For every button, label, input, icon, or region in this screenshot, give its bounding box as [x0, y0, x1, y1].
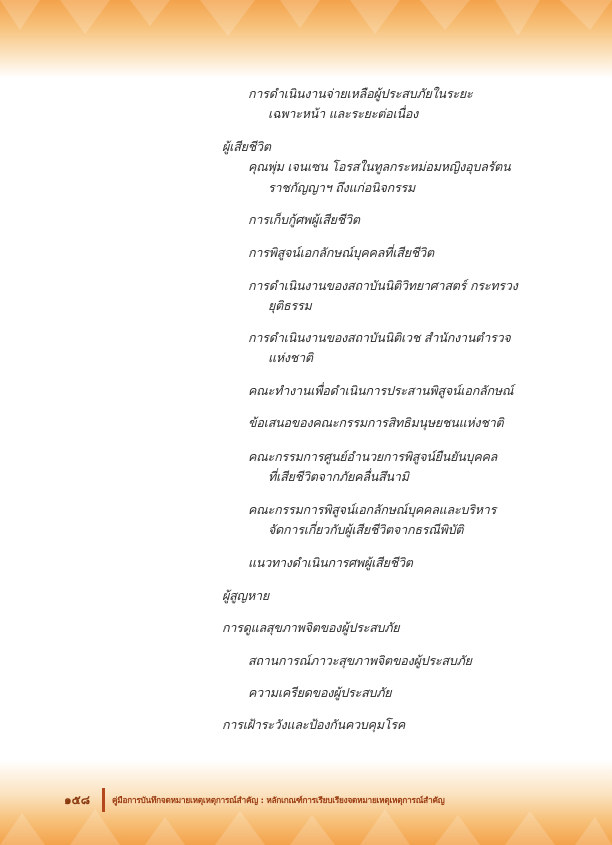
- toc-entry: คณะทำงานเพื่อดำเนินการประสานพิสูจน์เอกลักษณ์: [248, 383, 514, 398]
- toc-entry: การดำเนินงานของสถาบันนิติวิทยาศาสตร์ กระทรวง: [248, 278, 518, 293]
- toc-entry: การเก็บกู้ศพผู้เสียชีวิต: [248, 212, 360, 227]
- toc-entry: ราชกัญญาฯ ถึงแก่อนิจกรรม: [268, 180, 416, 195]
- toc-entry: จัดการเกี่ยวกับผู้เสียชีวิตจากธรณีพิบัติ: [268, 522, 464, 537]
- toc-entry: ยุติธรรม: [268, 298, 312, 313]
- header-decorative-band: [0, 0, 612, 78]
- toc-section-heading: การเฝ้าระวังและป้องกันควบคุมโรค: [222, 717, 406, 732]
- toc-entry: คณะกรรมการศูนย์อำนวยการพิสูจน์ยืนยันบุคคล: [248, 449, 498, 464]
- toc-entry: สถานการณ์ภาวะสุขภาพจิตของผู้ประสบภัย: [248, 653, 472, 668]
- toc-entry: เฉพาะหน้า และระยะต่อเนื่อง: [268, 106, 419, 121]
- toc-entry: การดำเนินงานจ่ายเหลือผู้ประสบภัยในระยะ: [248, 86, 473, 101]
- footer-divider: [102, 788, 105, 812]
- toc-entry: ที่เสียชีวิตจากภัยคลื่นสึนามิ: [268, 469, 409, 484]
- page-footer: [64, 788, 554, 812]
- toc-entry: แนวทางดำเนินการศพผู้เสียชีวิต: [248, 555, 413, 570]
- toc-section-heading: การดูแลสุขภาพจิตของผู้ประสบภัย: [222, 620, 400, 635]
- toc-entry: การพิสูจน์เอกลักษณ์บุคคลที่เสียชีวิต: [248, 245, 434, 260]
- page-number: ๑๕๘: [64, 793, 90, 807]
- toc-entry: การดำเนินงานของสถาบันนิติเวช สำนักงานตำรวจ: [248, 330, 511, 345]
- toc-section-heading: ผู้สูญหาย: [222, 588, 269, 603]
- toc-section-heading: ผู้เสียชีวิต: [222, 139, 271, 154]
- header-pattern: [0, 0, 612, 40]
- footer-book-title: คู่มือการบันทึกจดหมายเหตุเหตุการณ์สำคัญ : หลักเกณฑ์การเรียบเรียงจดหมายเหตุเหตุการณ์สำคัญ: [112, 795, 445, 805]
- toc-entry: ข้อเสนอของคณะกรรมการสิทธิมนุษยชนแห่งชาติ: [248, 415, 504, 430]
- toc-entry: ความเครียดของผู้ประสบภัย: [248, 685, 392, 700]
- toc-entry: คณะกรรมการพิสูจน์เอกลักษณ์บุคคลและบริหาร: [248, 502, 497, 517]
- toc-entry: คุณพุ่ม เจนเซน โอรสในทูลกระหม่อมหญิงอุบลรัตน: [248, 159, 511, 174]
- toc-entry: แห่งชาติ: [268, 350, 313, 365]
